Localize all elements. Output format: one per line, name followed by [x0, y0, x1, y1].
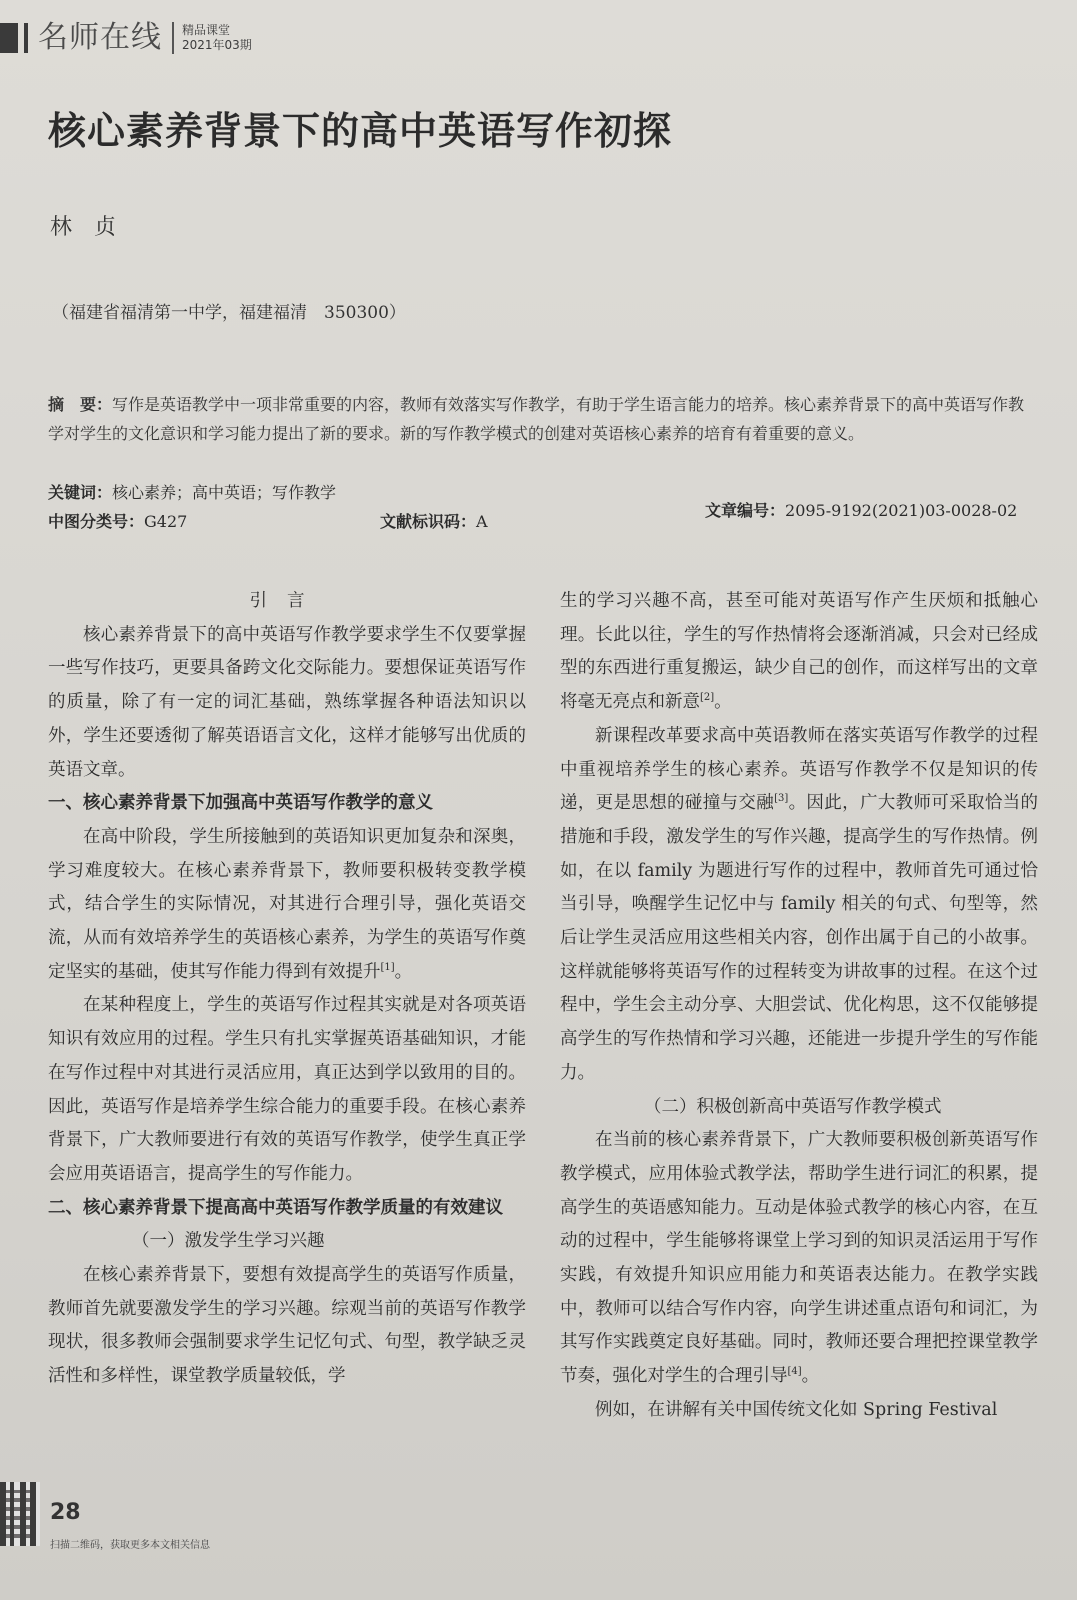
paragraph-text: 生的学习兴趣不高，甚至可能对英语写作产生厌烦和抵触心理。长此以往，学生的写作热情将会逐渐消减，只会对已经成型的东西进行重复搬运，缺少自己的创作，而这样写出的文章将毫无亮点和新意 — [560, 591, 1038, 713]
qr-caption: 扫描二维码，获取更多本文相关信息 — [50, 1540, 210, 1551]
clc-value: G427 — [144, 512, 188, 531]
abstract — [48, 390, 1038, 448]
header-block-decoration — [0, 23, 18, 53]
doc-code-value: A — [476, 512, 488, 531]
citation-1[interactable]: [1] — [380, 961, 395, 973]
abstract-label: 摘 要： — [48, 395, 113, 414]
header-issue-info — [182, 23, 252, 53]
citation-4[interactable]: [4] — [787, 1366, 802, 1378]
subsection-heading-1: （一）激发学生学习兴趣 — [132, 1231, 325, 1252]
page-footer — [0, 1482, 300, 1592]
section-heading-2: 二、核心素养背景下提高高中英语写作教学质量的有效建议 — [48, 1197, 503, 1218]
abstract-text: 写作是英语教学中一项非常重要的内容，教师有效落实写作教学，有助于学生语言能力的培养。核心素养背景下的高中英语写作教学对学生的文化意识和学习能力提出了新的要求。新的写作教学模式的创建对英语核心素养的培育有着重要的意义。 — [48, 395, 1025, 443]
keywords — [48, 480, 336, 503]
paragraph-text: 新课程改革要求高中英语教师在落实英语写作教学的过程中重视培养学生的核心素养。英语写作教学不仅是知识的传递，更是思想的碰撞与交融 — [560, 725, 1038, 814]
paragraph: 例如，在讲解有关中国传统文化如 Spring Festival — [595, 1399, 998, 1420]
doc-code-label: 文献标识码： — [380, 512, 477, 531]
header-section: 精品课堂 — [182, 23, 231, 37]
qr-code-icon[interactable] — [0, 1482, 40, 1546]
document-code — [380, 509, 488, 532]
article-no-value: 2095-9192(2021)03-0028-02 — [785, 501, 1018, 520]
intro-heading: 引言 — [249, 591, 325, 611]
page-number: 28 — [50, 1500, 81, 1525]
section-heading-1: 一、核心素养背景下加强高中英语写作教学的意义 — [48, 793, 433, 814]
paragraph — [560, 1124, 1038, 1394]
article-no-label: 文章编号： — [705, 501, 786, 520]
subsection-heading-2: （二）积极创新高中英语写作教学模式 — [644, 1096, 942, 1117]
keywords-label: 关键词： — [48, 483, 113, 502]
article-number — [705, 498, 1017, 521]
header-line-decoration — [24, 23, 28, 53]
paragraph: 在核心素养背景下，要想有效提高学生的英语写作质量，教师首先就要激发学生的学习兴趣。综观当前的英语写作教学现状，很多教师会强制要求学生记忆句式、句型，教学缺乏灵活性和多样性，课堂教学质量较低，学 — [48, 1265, 526, 1387]
paragraph-text: 在当前的核心素养背景下，广大教师要积极创新英语写作教学模式，应用体验式教学法，帮助学生进行词汇的积累，提高学生的英语感知能力。互动是体验式教学的核心内容，在互动的过程中，学生能够将课堂上学习到的知识灵活运用于写作实践，有效提升知识应用能力和英语表达能力。在教学实践中，教师可以结合写作内容，向学生讲述重点语句和词汇，为其写作实践奠定良好基础。同时，教师还要合理把控课堂教学节奏，强化对学生的合理引导 — [560, 1130, 1038, 1387]
author-affiliation: （福建省福清第一中学，福建福清 350300） — [52, 303, 406, 323]
intro-paragraph: 核心素养背景下的高中英语写作教学要求学生不仅要掌握一些写作技巧，更要具备跨文化交际能力。要想保证英语写作的质量，除了有一定的词汇基础，熟练掌握各种语法知识以外，学生还要透彻了解英语语言文化，这样才能够写出优质的英语文章。 — [48, 624, 526, 780]
paragraph: 在某种程度上，学生的英语写作过程其实就是对各项英语知识有效应用的过程。学生只有扎实掌握英语基础知识，才能在写作过程中对其进行灵活应用，真正达到学以致用的目的。因此，英语写作是培养学生综合能力的重要手段。在核心素养背景下，广大教师要进行有效的英语写作教学，使学生真正学会应用英语语言，提高学生的写作能力。 — [48, 995, 526, 1184]
paragraph — [560, 720, 1038, 1091]
keywords-text: 核心素养；高中英语；写作教学 — [112, 483, 337, 502]
paragraph-end: 。因此，广大教师可采取恰当的措施和手段，激发学生的写作兴趣，提高学生的写作热情。例如，在以 family 为题进行写作的过程中，教师首先可通过恰当引导，唤醒学生记忆中与 family 相关的句式、句型等，然后让学生灵活应用这些相关内容，创作出属于自己的小故事。这样就能够将英语写作的过程转变为讲故事的过程。在这个过程中，学生会主动分享、大胆尝试、优化构思，这不仅能够提高学生的写作热情和学习兴趣，还能进一步提升学生的写作能力。 — [560, 793, 1039, 1083]
article-title: 核心素养背景下的高中英语写作初探 — [48, 109, 673, 153]
citation-2[interactable]: [2] — [700, 692, 715, 704]
clc-number — [48, 509, 187, 532]
article-author: 林贞 — [50, 215, 139, 240]
right-column — [560, 585, 1038, 1428]
paragraph — [48, 821, 526, 990]
paragraph — [560, 585, 1038, 720]
paragraph-end: 。 — [394, 961, 413, 982]
clc-label: 中图分类号： — [48, 512, 145, 531]
left-column — [48, 585, 526, 1394]
paragraph-end: 。 — [714, 692, 732, 713]
journal-header — [0, 18, 252, 58]
journal-brand: 名师在线 — [38, 22, 174, 54]
header-issue: 2021年03期 — [182, 38, 252, 52]
citation-3[interactable]: [3] — [774, 793, 789, 805]
paragraph-text: 在高中阶段，学生所接触到的英语知识更加复杂和深奥，学习难度较大。在核心素养背景下，教师要积极转变教学模式，结合学生的实际情况，对其进行合理引导，强化英语交流，从而有效培养学生的英语核心素养，为学生的英语写作奠定坚实的基础，使其写作能力得到有效提升 — [48, 826, 526, 982]
paragraph-end: 。 — [801, 1366, 820, 1387]
